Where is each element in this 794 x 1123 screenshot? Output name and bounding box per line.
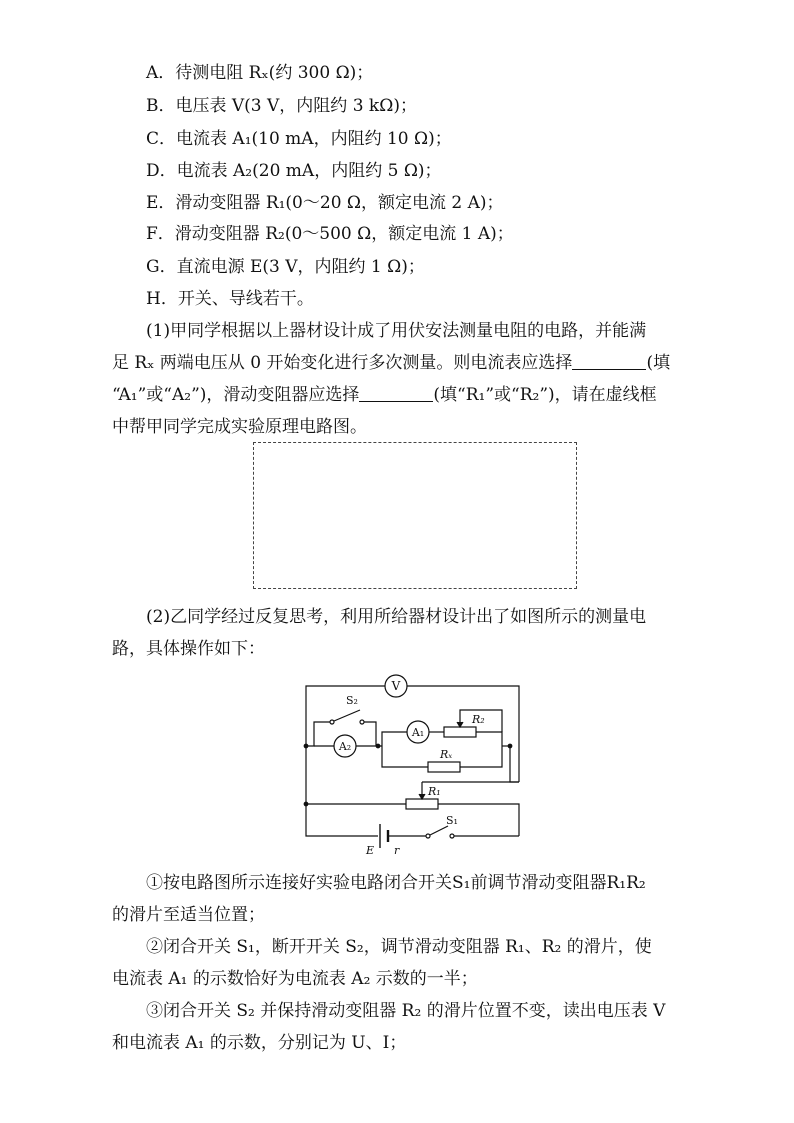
switch1-contact-right — [450, 834, 454, 838]
switch1-contact-left — [426, 834, 430, 838]
answer-drawing-box[interactable] — [253, 442, 577, 589]
ammeter2-label: A₂ — [338, 740, 352, 753]
q1-line1: (1)甲同学根据以上器材设计成了用伏安法测量电阻的电路，并能满 — [146, 321, 647, 341]
r2-resistor — [444, 727, 476, 737]
wire-source-left — [306, 804, 378, 836]
step3-line2: 和电流表 A₁ 的示数，分别记为 U、I； — [112, 1033, 407, 1053]
step2-line2: 电流表 A₁ 的示数恰好为电流表 A₂ 示数的一半； — [112, 969, 478, 989]
q1-line3 — [112, 384, 657, 406]
q1-line3-tail: (填“R₁”或“R₂”)，请在虚线框 — [433, 385, 657, 405]
r1-resistor — [406, 799, 438, 809]
wire-a1-left — [382, 732, 407, 746]
emf-label: E — [366, 844, 375, 857]
q1-line4: 中帮甲同学完成实验原理电路图。 — [112, 417, 367, 437]
voltmeter-label: V — [391, 679, 401, 693]
switch1-blade — [430, 826, 448, 835]
switch2-blade — [334, 710, 360, 721]
step2-line1: ②闭合开关 S₁，断开开关 S₂，调节滑动变阻器 R₁、R₂ 的滑片，使 — [146, 937, 652, 957]
option-g: G．直流电源 E(3 V，内阻约 1 Ω)； — [146, 257, 425, 277]
circuit-diagram — [300, 672, 536, 864]
option-c: C．电流表 A₁(10 mA，内阻约 10 Ω)； — [146, 129, 452, 149]
wire-right-down — [510, 746, 519, 782]
q1-line2-tail: (填 — [646, 353, 671, 373]
q1-line2-text: 足 Rₓ 两端电压从 0 开始变化进行多次测量。则电流表应选择 — [112, 353, 573, 373]
wire-s2-left — [306, 722, 330, 746]
rx-resistor — [428, 762, 460, 772]
step1-line1: ①按电路图所示连接好实验电路闭合开关S₁前调节滑动变阻器R₁R₂ — [146, 873, 646, 893]
option-b: B．电压表 V(3 V，内阻约 3 kΩ)； — [146, 96, 417, 116]
option-h: H．开关、导线若干。 — [146, 289, 314, 309]
switch1-label: S₁ — [446, 814, 458, 827]
internal-resistance-label: r — [394, 844, 400, 857]
switch2-contact-left — [330, 720, 334, 724]
wire-rx-left — [382, 746, 428, 767]
option-d: D．电流表 A₂(20 mA，内阻约 5 Ω)； — [146, 161, 442, 181]
wire-s2-right — [364, 722, 376, 746]
answer-blank-ammeter[interactable] — [572, 353, 646, 370]
r2-slider-arrow — [457, 722, 463, 727]
option-a: A．待测电阻 Rₓ(约 300 Ω)； — [146, 63, 374, 83]
answer-blank-rheostat[interactable] — [359, 385, 433, 402]
switch2-label: S₂ — [346, 694, 358, 707]
wire-r1-left — [306, 746, 406, 804]
step3-line1: ③闭合开关 S₂ 并保持滑动变阻器 R₂ 的滑片位置不变，读出电压表 V — [146, 1001, 666, 1021]
rx-label: Rₓ — [440, 748, 453, 761]
option-e: E．滑动变阻器 R₁(0～20 Ω，额定电流 2 A)； — [146, 193, 504, 213]
switch2-contact-right — [360, 720, 364, 724]
ammeter1-label: A₁ — [411, 726, 425, 739]
q2-line1: (2)乙同学经过反复思考，利用所给器材设计出了如图所示的测量电 — [146, 607, 647, 627]
r2-label: R₂ — [472, 713, 485, 726]
wire-rx-right — [460, 746, 502, 767]
option-f: F．滑动变阻器 R₂(0～500 Ω，额定电流 1 A)； — [146, 224, 514, 244]
wire-r2-right — [476, 732, 502, 746]
junction-mid-left — [376, 744, 380, 748]
r1-label: R₁ — [428, 785, 441, 798]
step1-line2: 的滑片至适当位置； — [112, 905, 265, 925]
r1-slider-arrow — [419, 794, 425, 799]
q2-line2: 路，具体操作如下： — [112, 639, 265, 659]
q1-line3-text: “A₁”或“A₂”)，滑动变阻器应选择 — [112, 385, 360, 405]
q1-line2 — [112, 352, 670, 374]
